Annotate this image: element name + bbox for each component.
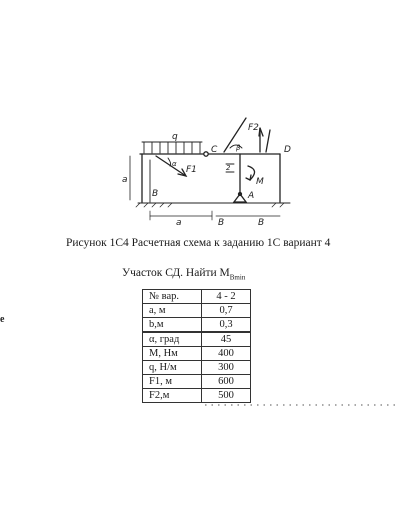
- hinge-c: [204, 152, 208, 156]
- label-2: 2: [226, 164, 231, 172]
- label-d: D: [284, 145, 291, 155]
- param-key: М, Нм: [143, 347, 202, 361]
- label-q: q: [172, 132, 178, 142]
- param-key: F1, м: [143, 375, 202, 389]
- load-q-arrows: [144, 142, 200, 153]
- label-a-horizontal: a: [176, 218, 182, 228]
- task-text: Участок СД. Найти M: [122, 267, 230, 279]
- table-row: [143, 375, 251, 389]
- label-f2: F2: [248, 123, 259, 133]
- ground-hatch: [136, 203, 284, 207]
- param-value: 0,3: [202, 318, 251, 333]
- table-row: [143, 318, 251, 333]
- label-b-bottom1: B: [218, 218, 225, 228]
- param-key: № вар.: [143, 290, 202, 304]
- label-b-bottom2: B: [258, 218, 265, 228]
- force-f1: [156, 156, 186, 176]
- parameters-table: [142, 289, 251, 403]
- dashed-rule: [205, 404, 400, 406]
- param-key: q, Н/м: [143, 361, 202, 375]
- statics-diagram: [120, 108, 320, 230]
- param-key: F2,м: [143, 389, 202, 403]
- label-a-support: A: [248, 191, 255, 201]
- table-row: [143, 304, 251, 318]
- param-value: 0,7: [202, 304, 251, 318]
- param-key: b,м: [143, 318, 202, 333]
- label-alpha: α: [172, 160, 177, 168]
- table-row: [143, 347, 251, 361]
- label-m: M: [256, 177, 264, 187]
- param-value: 500: [202, 389, 251, 403]
- table-row: [143, 332, 251, 347]
- table-row: [143, 290, 251, 304]
- param-value: 400: [202, 347, 251, 361]
- param-value: 300: [202, 361, 251, 375]
- param-key: α, град: [143, 332, 202, 347]
- figure-caption: Рисунок 1С4 Расчетная схема к заданию 1С вариант 4: [66, 237, 331, 249]
- table-row: [143, 389, 251, 403]
- label-b-left: B: [152, 189, 159, 199]
- task-statement: [122, 267, 245, 281]
- label-a-vertical: a: [122, 175, 128, 185]
- param-value: 45: [202, 332, 251, 347]
- label-c: C: [211, 145, 218, 155]
- table-row: [143, 361, 251, 375]
- side-mark: e: [0, 314, 5, 325]
- moment-m: [248, 166, 255, 180]
- label-beta: β: [236, 144, 241, 152]
- label-f1: F1: [186, 165, 197, 175]
- force-f2: [224, 118, 246, 152]
- param-value: 600: [202, 375, 251, 389]
- param-value: 4 - 2: [202, 290, 251, 304]
- task-subscript: Bmin: [229, 273, 246, 282]
- param-key: а, м: [143, 304, 202, 318]
